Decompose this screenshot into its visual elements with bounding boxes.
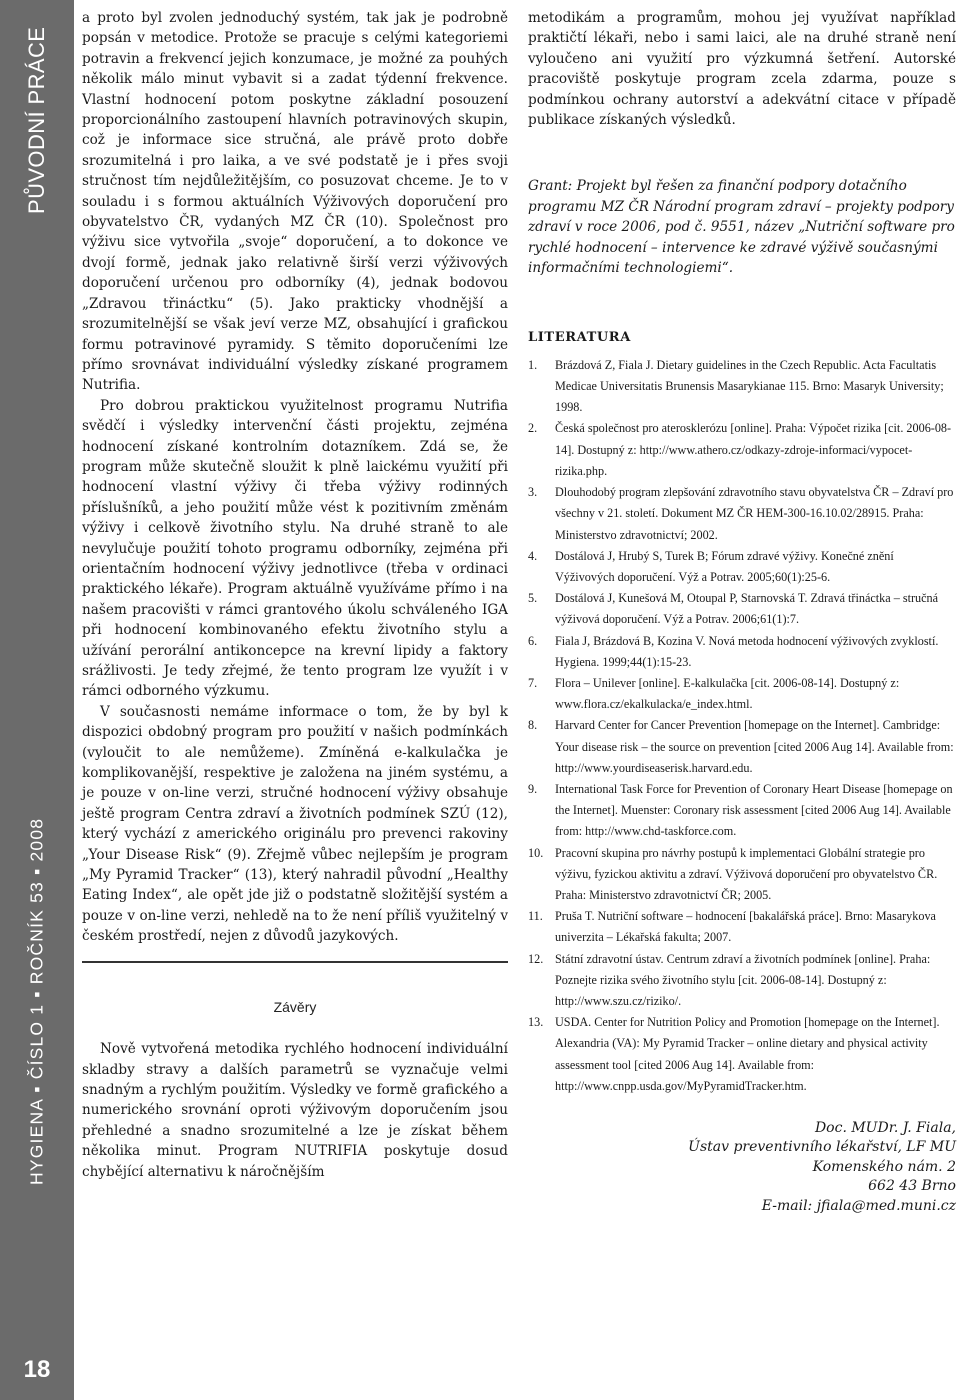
reference-item (528, 906, 956, 948)
reference-item (528, 482, 956, 546)
reference-number: 4. (528, 548, 538, 563)
author-street: Komenského nám. 2 (812, 1158, 956, 1175)
reference-item (528, 546, 956, 588)
body-paragraph: a proto byl zvolen jednoduchý systém, tak jak je podrobně popsán v metodice. Protože se pracuje s celými kategoriemi potravin a frekvencí jejich konzumace, je možné za pouhých několik málo minut vybavit si a zadat týdenní frekvence. Vlastní hodnocení potom poskytne základní posouzení proporcionálního zastoupení hlavních potravinových skupin, což je informace sice stručná, ale právě proto dobře srozumitelná i pro laika, a ve své podstatě je i přes svoji stručnost tím nejdůležitějším, co posuzovat chceme. Je to v souladu i s formou aktuálních Výživových doporučení pro obyvatelstvo ČR, vydaných MZ ČR (10). Společnost pro výživu sice vytvořila „svoje“ doporučení, a to dokonce ve dvojí formě, jednak jako relativně širší verzi výživových doporučení určenou pro odborníky (4), jednak bodovou „Zdravou třináctku“ (5). Jako prakticky vhodnější a srozumitelnější se však jeví verze MZ, obsahující i grafickou formu potravinové pyramidy. S těmito doporučeními lze přímo srovnávat individuální výsledky získané programem Nutrifia. (82, 10, 508, 394)
reference-text: Fiala J, Brázdová B, Kozina V. Nová metoda hodnocení výživových zvyklostí. Hygiena. 1999;44(1):15-23. (555, 633, 939, 669)
reference-text: Flora – Unilever [online]. E-kalkulačka [cit. 2006-08-14]. Dostupný z: www.flora.cz/ekalkulacka/e_index.html. (555, 675, 900, 712)
section-label: PŮVODNÍ PRÁCE (24, 26, 49, 214)
reference-text: Harvard Center for Cancer Prevention [homepage on the Internet]. Cambridge: Your disease risk – the source on prevention [cited 2006 Aug 14]. Available from: http://www.yourdiseaserisk.harvard.edu. (555, 718, 954, 775)
reference-text: Česká společnost pro aterosklerózu [online]. Praha: Výpočet rizika [cit. 2006-08-14]. Dostupný z: http://www.athero.cz/odkazy-zdroje-informaci/vypocet-rizika.php. (555, 421, 952, 478)
reference-number: 7. (528, 675, 538, 690)
reference-text: Dostálová J, Hrubý S, Turek B; Fórum zdravé výživy. Konečné znění Výživových doporučení. Výž a Potrav. 2005;60(1):25-6. (555, 548, 894, 584)
reference-number: 10. (528, 845, 544, 860)
reference-text: Dostálová J, Kunešová M, Otoupal P, Starnovská T. Zdravá třináctka – stručná výživová doporučení. Výž a Potrav. 2006;61(1):7. (555, 591, 939, 627)
reference-number: 2. (528, 421, 538, 436)
author-city: 662 43 Brno (868, 1178, 956, 1195)
reference-item (528, 779, 956, 843)
reference-text: Státní zdravotní ústav. Centrum zdraví a životních podmínek [online]. Praha: Poznejte rizika svého životního stylu [cit. 2006-08-14]. Dostupný z: http://www.szu.cz/riziko/. (555, 951, 931, 1008)
reference-list (528, 355, 956, 1097)
reference-number: 8. (528, 718, 538, 733)
body-paragraph: metodikám a programům, mohou jej využívat například praktičtí lékaři, nebo i sami laici, ale na druhé straně není vyloučeno ani využití pro výzkumná šetření. Autorské pracoviště poskytuje program zcela zdarma, pouze s podmínkou ochrany autorství a adekvátní citace v případě publikace získaných výsledků. (528, 10, 956, 129)
references-heading: LITERATURA (528, 330, 631, 346)
reference-item (528, 355, 956, 419)
conclusion-paragraph: Nově vytvořená metodika rychlého hodnocení individuální skladby stravy a dalších parametrů se vyznačuje velmi snadným a rychlým použitím. Výsledky ve formě grafického a numerického srovnání oproti výživovým doporučením jsou přehledné a snadno srozumitelné a lze je získat během několika minut. Program NUTRIFIA poskytuje dosud chybějící alternativu k náročnějším (82, 1041, 508, 1180)
author-institute: Ústav preventivního lékařství, LF MU (688, 1139, 956, 1156)
section-divider (82, 961, 508, 963)
reference-number: 6. (528, 633, 538, 648)
left-column (82, 8, 508, 1182)
reference-number: 9. (528, 781, 538, 796)
reference-number: 11. (528, 909, 543, 924)
reference-text: Pruša T. Nutriční software – hodnocení [bakalářská práce]. Brno: Masarykova univerzita – Lékařská fakulta; 2007. (555, 909, 936, 945)
reference-number: 5. (528, 591, 538, 606)
reference-number: 13. (528, 1015, 544, 1030)
body-paragraph: Pro dobrou praktickou využitelnost programu Nutrifia svědčí i výsledky intervenční části projektu, zejména hodnocení získané kontrolním dotazníkem. Zdá se, že program může skutečně sloužit k plně laickému využití při hodnocení vlastní výživy či třeba výživy rodinných příslušníků, a jeho použití může vést k pozitivním změnám výživy i celkově životního stylu. Na druhé straně to ale nevylučuje použití tohoto programu odborníky, zejména při orientačním hodnocení výživy jednotlivce (třeba v ordinaci praktického lékaře). Program aktuálně využíváme přímo i na našem pracovišti v rámci grantového úkolu schváleného IGA při hodnocení kombinovaného efektu životního stylu a užívání perorální antikoncepce na krevní lipidy a faktory srážlivosti. Je tedy zřejmé, že tento program lze využít i v rámci odborného výzkumu. (82, 397, 508, 700)
reference-item (528, 949, 956, 1013)
reference-item (528, 631, 956, 673)
reference-number: 12. (528, 951, 544, 966)
grant-note: Grant: Projekt byl řešen za finanční podpory dotačního programu MZ ČR Národní program zdraví – projekty podpory zdraví v roce 2006, pod č. 9551, název „Nutriční software pro rychlé hodnocení – intervence ke zdravé výživě současnými informačními technologiemi“. (528, 178, 955, 277)
reference-item (528, 843, 956, 907)
reference-text: Pracovní skupina pro návrhy postupů k implementaci Globální strategie pro výživu, fyzickou aktivitu a zdraví. Výživová doporučení pro obyvatelstvo ČR. Praha: Ministerstvo zdravotnictví ČR; 2005. (555, 845, 938, 902)
reference-text: Dlouhodobý program zlepšování zdravotního stavu obyvatelstva ČR – Zdraví pro všechny v 21. století. Dokument MZ ČR HEM-300-16.10.02/28915. Praha: Ministerstvo zdravotnictví; 2002. (555, 485, 954, 542)
page-number: 18 (23, 1356, 51, 1383)
journal-sidebar (0, 0, 74, 1400)
reference-item (528, 715, 956, 779)
reference-text: International Task Force for Prevention of Coronary Heart Disease [homepage on the Internet]. Muenster: Coronary risk assessment [cited 2006 Aug 14]. Available from: http://www.chd-taskforce.com. (555, 781, 953, 839)
author-name: Doc. MUDr. J. Fiala, (814, 1119, 956, 1136)
body-paragraph: V současnosti nemáme informace o tom, že by byl k dispozici obdobný program pro použití v našich podmínkách (vyloučit to ale nemůžeme). Zmíněná e-kalkulačka je komplikovanější, respektive je založena na jiném systému, a je pouze v on-line verzi, stručné hodnocení výživy obsahuje ještě program Centra zdraví a životních podmínek SZÚ (12), který vychází z amerického originálu pro prevenci rakoviny „Your Disease Risk“ (9). Zřejmě vůbec nejlepším je program „My Pyramid Tracker“ (13), který nahradil původní „Healthy Eating Index“, ale opět jde již o podstatně složitější systém a pouze v on-line verzi, nehledě na to že není příliš využitelný v českém prostředí, nejen z důvodů jazykových. (82, 703, 508, 945)
reference-number: 3. (528, 485, 538, 500)
right-column (528, 8, 956, 1216)
reference-item (528, 1012, 956, 1097)
conclusion-heading: Závěry (273, 998, 317, 1015)
reference-item (528, 673, 956, 715)
reference-text: USDA. Center for Nutrition Policy and Promotion [homepage on the Internet]. Alexandria (VA): My Pyramid Tracker – online dietary and physical activity assessment tool [cited 2006 Aug 14]. Available from: http://www.cnpp.usda.gov/MyPyramidTracker.htm. (555, 1015, 940, 1093)
reference-number: 1. (528, 357, 538, 372)
author-email: E-mail: jfiala@med.muni.cz (761, 1197, 956, 1214)
author-address (528, 1119, 956, 1217)
reference-item (528, 418, 956, 482)
reference-text: Brázdová Z, Fiala J. Dietary guidelines in the Czech Republic. Acta Facultatis Medicae Universitatis Brunensis Masarykianae 115. Brno: Masaryk University; 1998. (555, 357, 944, 415)
journal-info: HYGIENA ▪ ČÍSLO 1 ▪ ROČNÍK 53 ▪ 2008 (26, 817, 47, 1185)
reference-item (528, 588, 956, 630)
